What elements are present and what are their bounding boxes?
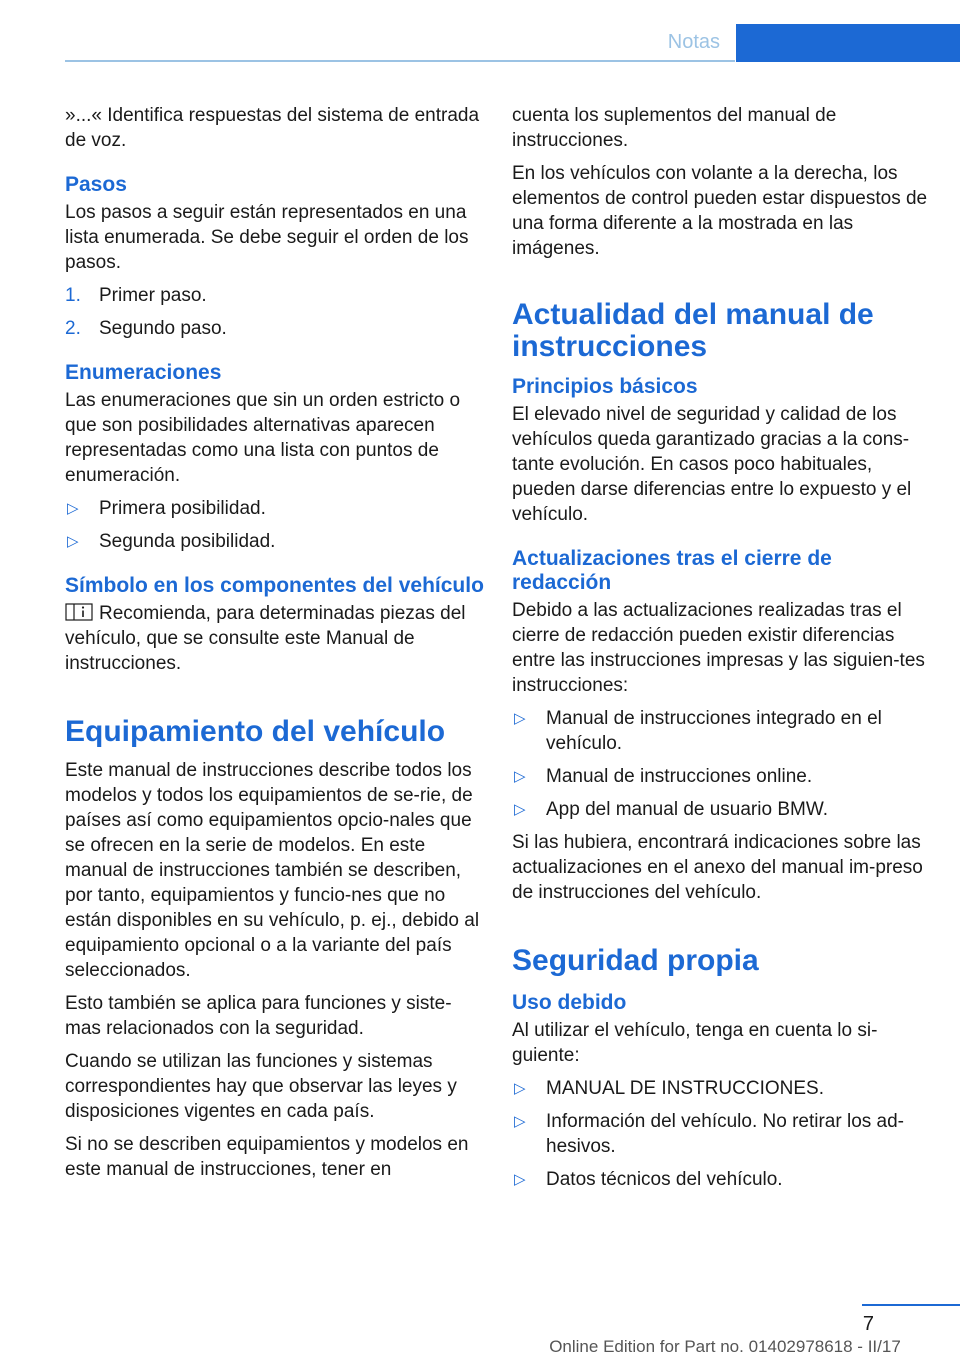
- equipamiento-p4: Si no se describen equipamientos y modelos en este manual de instrucciones, tener en: [65, 1134, 469, 1180]
- volante-paragraph: En los vehículos con volante a la derecha, los elementos de control pueden estar dispuestos de una forma diferente a la mostrada en las imágenes.: [512, 163, 928, 259]
- bullet-text: Manual de instrucciones integrado en el vehículo.: [546, 708, 882, 754]
- triangle-bullet-icon: ▷: [514, 710, 526, 727]
- header-accent-block: [736, 24, 960, 62]
- equipamiento-p3: Cuando se utilizan las funciones y sistemas correspondientes hay que observar las leyes y disposiciones vigentes en cada país.: [65, 1051, 457, 1122]
- numbered-list: [65, 283, 485, 341]
- left-column: [65, 103, 485, 1190]
- heading-simbolo: Símbolo en los componentes del vehículo: [65, 574, 484, 597]
- intro-paragraph: »...« Identifica respuestas del sistema de entrada de voz.: [65, 105, 480, 151]
- manual-book-icon: [65, 603, 93, 621]
- bullet-text: Información del vehículo. No retirar los ad-hesivos.: [546, 1111, 904, 1157]
- pasos-text: Los pasos a seguir están representados en una lista enumerada. Se debe seguir el orden de los pasos.: [65, 202, 469, 273]
- triangle-bullet-icon: ▷: [514, 1171, 526, 1188]
- list-item: [512, 706, 930, 756]
- bullet-text: Primera posibilidad.: [99, 498, 266, 519]
- page-section-title: Notas: [667, 31, 720, 53]
- step-number: 1.: [65, 285, 81, 306]
- heading-pasos: Pasos: [65, 173, 127, 196]
- step-text: Segundo paso.: [99, 318, 227, 339]
- page-number: 7: [862, 1313, 874, 1335]
- heading-actualidad: Actualidad del manual de instrucciones: [512, 298, 874, 363]
- header-rule: [65, 60, 735, 62]
- heading-actualizaciones: Actualizaciones tras el cierre de redacción: [512, 547, 832, 594]
- heading-equipamiento: Equipamiento del vehículo: [65, 715, 446, 748]
- heading-enumeraciones: Enumeraciones: [65, 361, 222, 384]
- triangle-bullet-icon: ▷: [514, 768, 526, 785]
- list-item: [512, 1109, 930, 1159]
- list-item: [512, 1167, 930, 1192]
- list-item: [512, 764, 930, 789]
- step-number: 2.: [65, 318, 81, 339]
- enumeraciones-text: Las enumeraciones que sin un orden estricto o que son posibilidades alternativas aparecen representadas como una lista con puntos de enumeración.: [65, 390, 461, 486]
- step-text: Primer paso.: [99, 285, 207, 306]
- bullet-list: [512, 706, 930, 822]
- right-column: [512, 103, 930, 1200]
- continuation-paragraph: cuenta los suplementos del manual de instrucciones.: [512, 105, 837, 151]
- heading-principios: Principios básicos: [512, 375, 698, 398]
- list-item: [65, 496, 485, 521]
- triangle-bullet-icon: ▷: [514, 801, 526, 818]
- equipamiento-p2: Esto también se aplica para funciones y siste-mas relacionados con la seguridad.: [65, 993, 452, 1039]
- uso-debido-text: Al utilizar el vehículo, tenga en cuenta lo si-guiente:: [512, 1020, 878, 1066]
- bullet-text: App del manual de usuario BMW.: [546, 799, 828, 820]
- list-item: [512, 1076, 930, 1101]
- triangle-bullet-icon: ▷: [67, 500, 79, 517]
- bullet-list: [512, 1076, 930, 1192]
- triangle-bullet-icon: ▷: [514, 1080, 526, 1097]
- triangle-bullet-icon: ▷: [67, 533, 79, 550]
- footer-rule: [862, 1304, 960, 1306]
- simbolo-description: Recomienda, para determinadas piezas del vehículo, que se consulte este Manual de instrucciones.: [65, 603, 466, 674]
- bullet-text: Manual de instrucciones online.: [546, 766, 813, 787]
- list-item: [65, 283, 485, 308]
- heading-seguridad: Seguridad propia: [512, 944, 759, 977]
- list-item: [65, 529, 485, 554]
- bullet-text: Datos técnicos del vehículo.: [546, 1169, 783, 1190]
- equipamiento-p1: Este manual de instrucciones describe todos los modelos y todos los equipamientos de se-rie, de países así como equipamientos opcio-nales que se ofrecen en la serie de modelos. En este manual de instrucciones también se describen, por tanto, equipamientos y funcio-nes que no están disponibles en su vehículo, p. ej., debido al equipamiento opcional o a la variante del país seleccionados.: [65, 760, 480, 981]
- actualizaciones-text: Debido a las actualizaciones realizadas tras el cierre de redacción pueden existir diferencias entre las instrucciones impresas y las siguien-tes instrucciones:: [512, 600, 925, 696]
- actualizaciones-after: Si las hubiera, encontrará indicaciones sobre las actualizaciones en el anexo del manual im-preso de instrucciones del vehículo.: [512, 832, 923, 903]
- heading-uso-debido: Uso debido: [512, 991, 627, 1014]
- edition-footer: Online Edition for Part no. 01402978618 - II/17: [549, 1337, 901, 1356]
- bullet-text: Segunda posibilidad.: [99, 531, 276, 552]
- list-item: [65, 316, 485, 341]
- bullet-list: [65, 496, 485, 554]
- triangle-bullet-icon: ▷: [514, 1113, 526, 1130]
- list-item: [512, 797, 930, 822]
- principios-text: El elevado nivel de seguridad y calidad de los vehículos queda garantizado gracias a la cons-tante evolución. En casos poco habituales, pueden darse diferencias entre lo expuesto y el vehículo.: [512, 404, 912, 525]
- simbolo-text: [65, 601, 485, 676]
- bullet-text: MANUAL DE INSTRUCCIONES.: [546, 1078, 824, 1099]
